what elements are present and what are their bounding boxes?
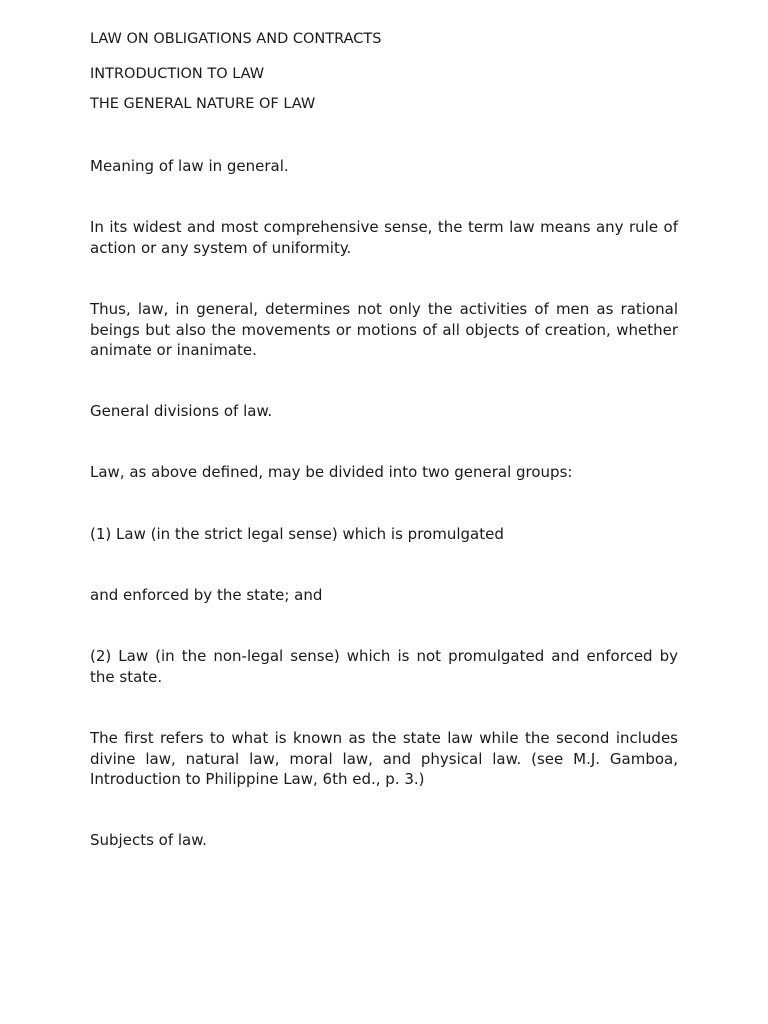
paragraph-item-1: (1) Law (in the strict legal sense) which is promulgated — [90, 525, 504, 543]
paragraph-item-2: (2) Law (in the non-legal sense) which is not promulgated and enforced by the state. — [90, 647, 678, 686]
paragraph-definition: In its widest and most comprehensive sense, the term law means any rule of action or any system of uniformity. — [90, 218, 678, 257]
document-subtitle: INTRODUCTION TO LAW — [90, 66, 265, 82]
paragraph-subjects-heading: Subjects of law. — [90, 831, 207, 849]
paragraph-divisions-heading: General divisions of law. — [90, 402, 273, 420]
paragraph-item-1-continued: and enforced by the state; and — [90, 586, 323, 604]
paragraph-divisions-intro: Law, as above defined, may be divided into two general groups: — [90, 463, 573, 481]
paragraph-scope: Thus, law, in general, determines not only the activities of men as rational beings but also the movements or motions of all objects of creation, whether animate or inanimate. — [90, 300, 678, 359]
paragraph-state-law: The first refers to what is known as the state law while the second includes divine law, natural law, moral law, and physical law. (see M.J. Gamboa, Introduction to Philippine Law, 6th ed., p. 3.) — [90, 729, 678, 788]
paragraph-meaning-heading: Meaning of law in general. — [90, 157, 289, 175]
document-title: LAW ON OBLIGATIONS AND CONTRACTS — [90, 31, 382, 47]
section-title: THE GENERAL NATURE OF LAW — [90, 96, 316, 112]
